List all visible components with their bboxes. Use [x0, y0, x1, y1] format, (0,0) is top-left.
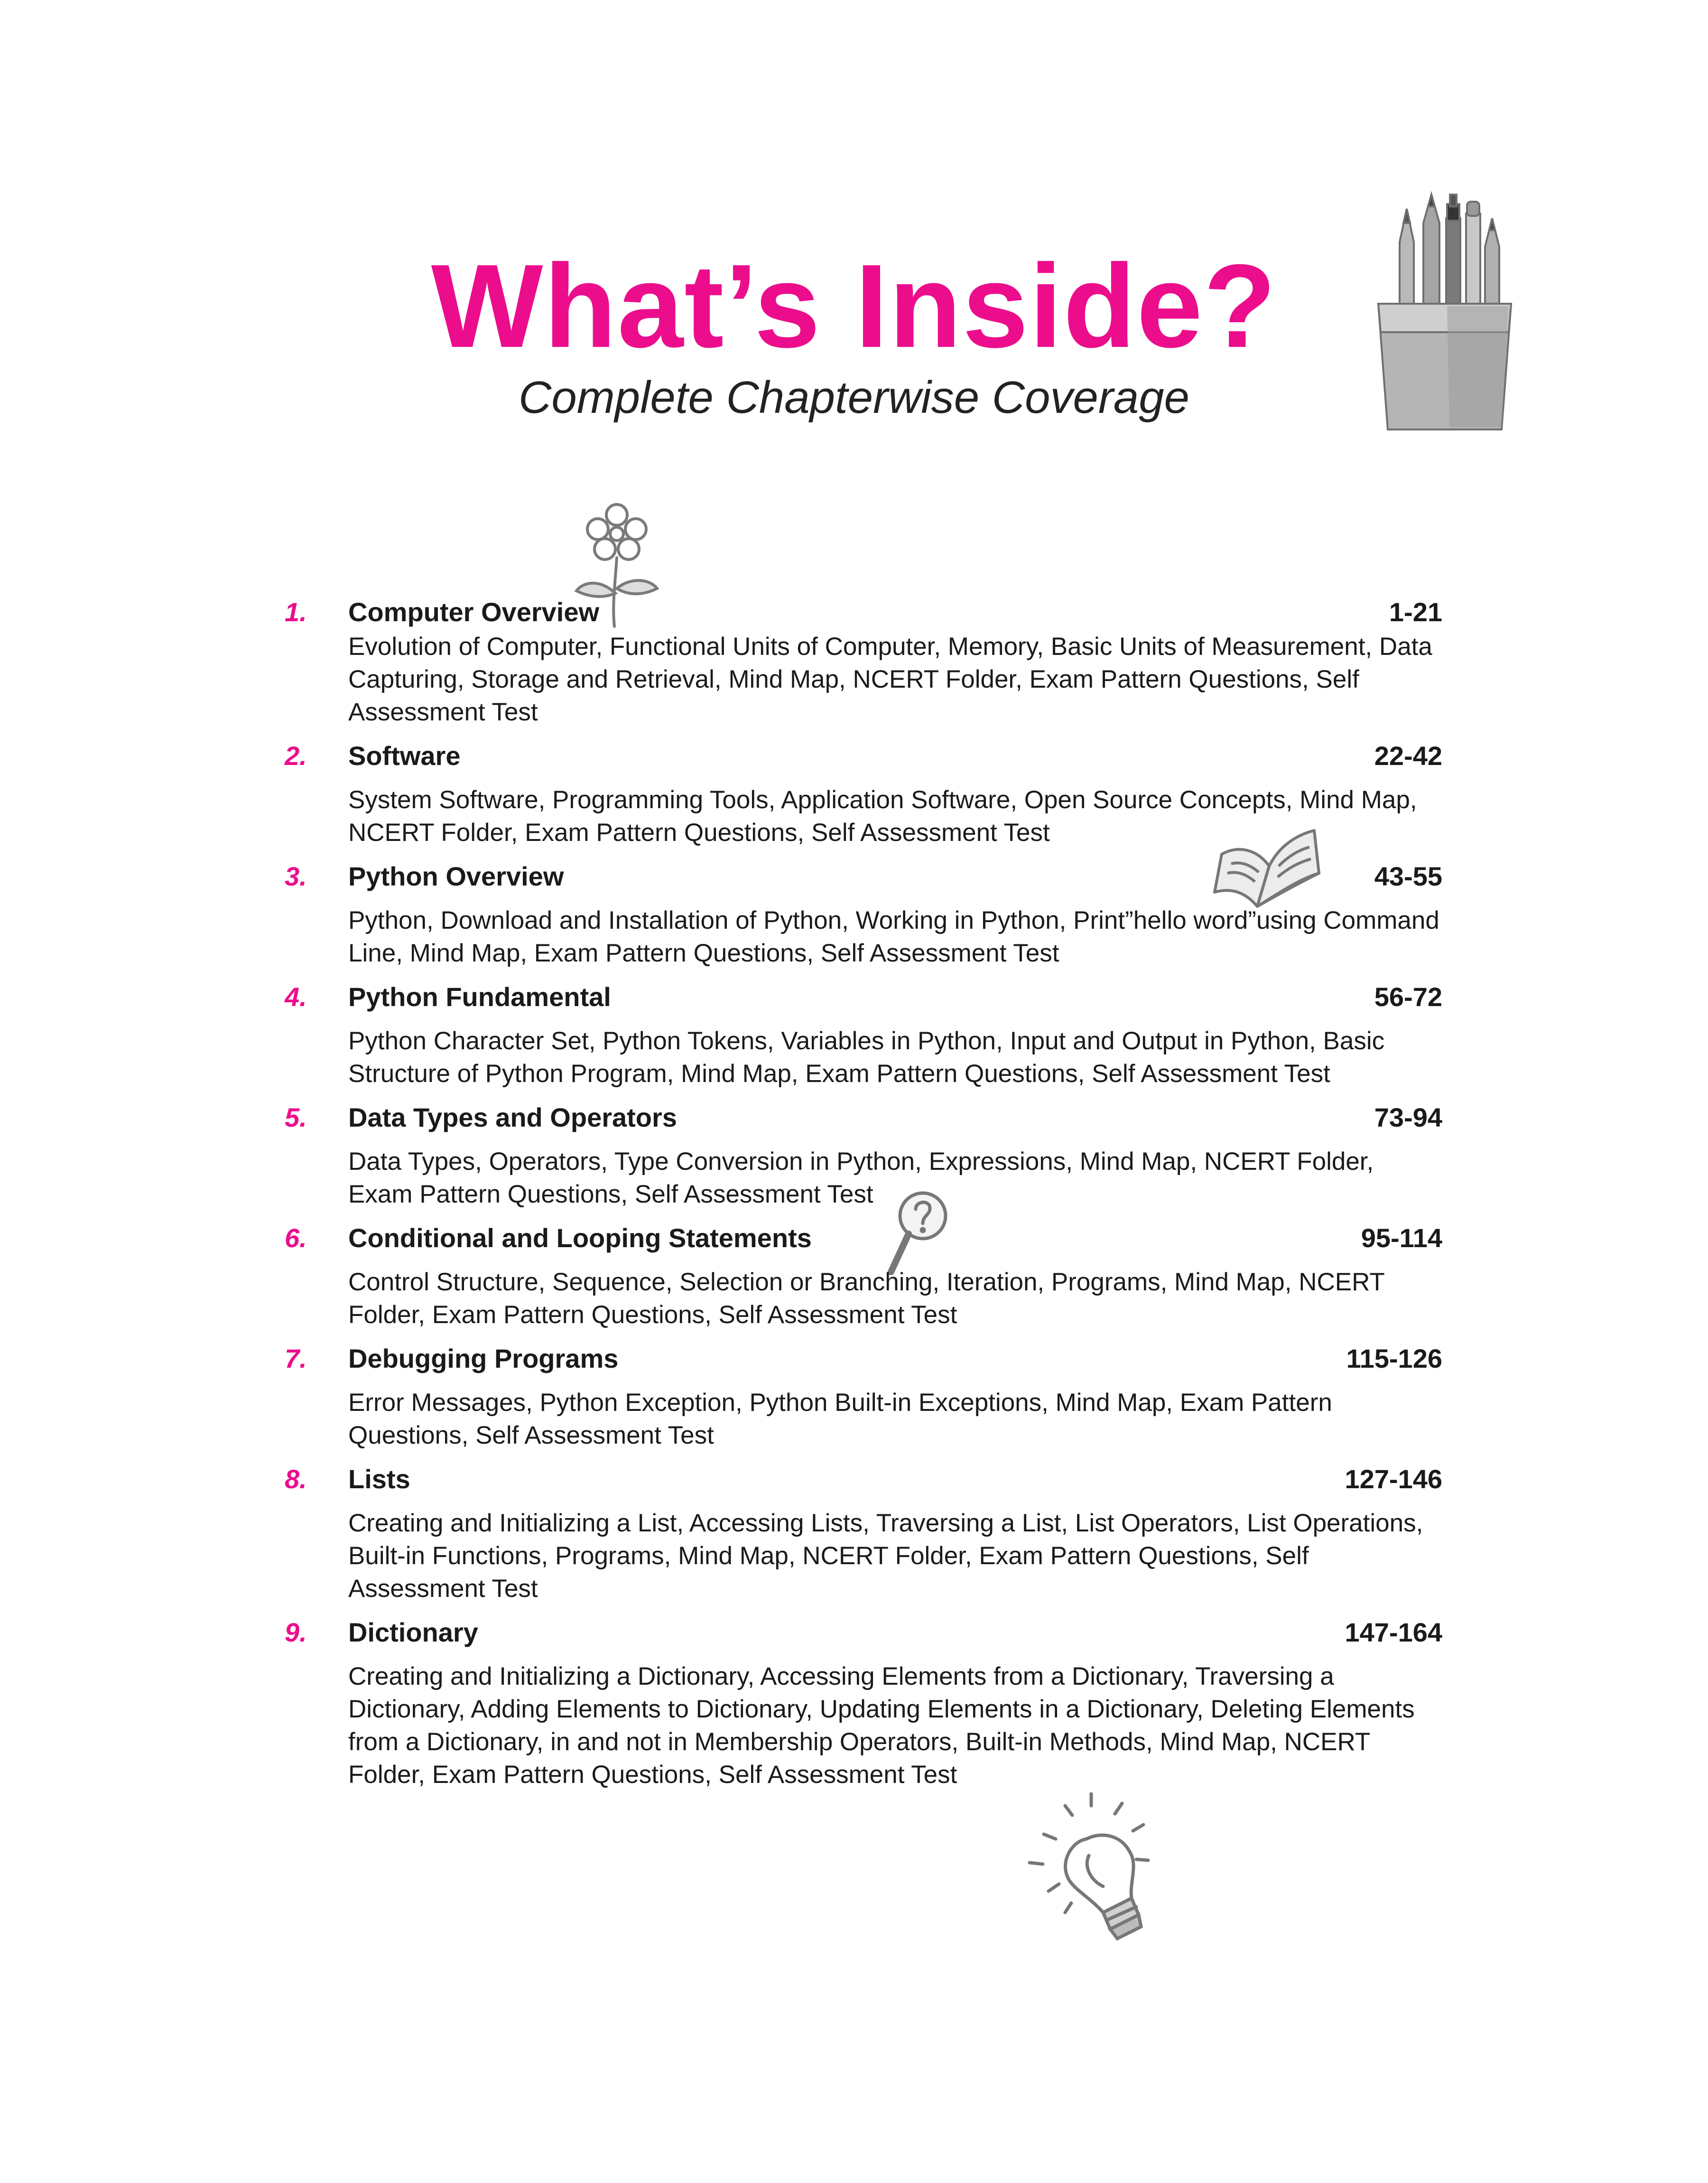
- chapter-pages: 43-55: [1374, 861, 1442, 891]
- toc-entry[interactable]: [285, 737, 1442, 849]
- chapter-pages: 22-42: [1374, 741, 1442, 771]
- chapter-number: 2.: [285, 741, 307, 771]
- lightbulb-icon: [1020, 1784, 1181, 1965]
- chapter-title: Lists: [348, 1464, 410, 1494]
- chapter-number: 1.: [285, 597, 307, 627]
- table-of-contents: [285, 593, 1442, 1791]
- chapter-topics: Python, Download and Installation of Python, Working in Python, Print”hello word”using Command Line, Mind Map, Exam Pattern Questions, Self Assessment Test: [348, 906, 1439, 967]
- chapter-number: 4.: [285, 982, 307, 1012]
- pencil-cup-icon: [1366, 190, 1523, 437]
- chapter-topics: Error Messages, Python Exception, Python Built-in Exceptions, Mind Map, Exam Pattern Questions, Self Assessment Test: [348, 1389, 1332, 1449]
- chapter-number: 9.: [285, 1617, 307, 1647]
- chapter-pages: 1-21: [1389, 597, 1442, 627]
- chapter-topics: Evolution of Computer, Functional Units of Computer, Memory, Basic Units of Measurement, Data Capturing, Storage and Retrieval, Mind Map, NCERT Folder, Exam Pattern Questions, Self Assessment Test: [348, 633, 1432, 726]
- chapter-number: 5.: [285, 1102, 307, 1132]
- chapter-number: 7.: [285, 1343, 307, 1373]
- chapter-number: 8.: [285, 1464, 307, 1494]
- chapter-pages: 73-94: [1374, 1102, 1442, 1132]
- chapter-title: Computer Overview: [348, 597, 600, 627]
- chapter-topics: Creating and Initializing a Dictionary, Accessing Elements from a Dictionary, Traversing a Dictionary, Adding Elements to Dictionary, Updating Elements in a Dictionary, Deleting Elements from a Dictionary, in and not in Membership Operators, Built-in Methods, Mind Map, NCERT Folder, Exam Pattern Questions, Self Assessment Test: [348, 1662, 1415, 1789]
- chapter-title: Conditional and Looping Statements: [348, 1223, 812, 1253]
- chapter-topics: Creating and Initializing a List, Accessing Lists, Traversing a List, List Operators, List Operations, Built-in Functions, Programs, Mind Map, NCERT Folder, Exam Pattern Questions, Self Assessment Test: [348, 1509, 1423, 1603]
- toc-entry[interactable]: [285, 1614, 1442, 1791]
- toc-entry[interactable]: [285, 1219, 1442, 1331]
- toc-entry[interactable]: [285, 1099, 1442, 1211]
- chapter-title: Data Types and Operators: [348, 1102, 677, 1132]
- toc-entry[interactable]: [285, 978, 1442, 1090]
- chapter-topics: Data Types, Operators, Type Conversion in Python, Expressions, Mind Map, NCERT Folder, Exam Pattern Questions, Self Assessment Test: [348, 1147, 1374, 1208]
- chapter-title: Python Fundamental: [348, 982, 611, 1012]
- chapter-topics: Control Structure, Sequence, Selection or Branching, Iteration, Programs, Mind Map, NCERT Folder, Exam Pattern Questions, Self Assessment Test: [348, 1268, 1384, 1329]
- chapter-title: Dictionary: [348, 1617, 478, 1647]
- chapter-pages: 127-146: [1345, 1464, 1442, 1494]
- toc-entry[interactable]: [285, 593, 1442, 728]
- chapter-title: Software: [348, 741, 461, 771]
- chapter-number: 6.: [285, 1223, 307, 1253]
- chapter-title: Python Overview: [348, 861, 564, 891]
- chapter-pages: 115-126: [1346, 1343, 1442, 1373]
- chapter-pages: 56-72: [1374, 982, 1442, 1012]
- toc-entry[interactable]: [285, 858, 1442, 970]
- toc-entry[interactable]: [285, 1340, 1442, 1452]
- chapter-pages: 147-164: [1345, 1617, 1442, 1647]
- chapter-number: 3.: [285, 861, 307, 891]
- chapter-topics: Python Character Set, Python Tokens, Variables in Python, Input and Output in Python, Basic Structure of Python Program, Mind Map, Exam Pattern Questions, Self Assessment Test: [348, 1027, 1385, 1088]
- chapter-title: Debugging Programs: [348, 1343, 619, 1373]
- toc-entry[interactable]: [285, 1460, 1442, 1605]
- page-title: What’s Inside?: [431, 240, 1277, 372]
- chapter-topics: System Software, Programming Tools, Application Software, Open Source Concepts, Mind Map, NCERT Folder, Exam Pattern Questions, Self Assessment Test: [348, 786, 1417, 847]
- page-subtitle: Complete Chapterwise Coverage: [518, 372, 1190, 423]
- chapter-pages: 95-114: [1361, 1223, 1442, 1253]
